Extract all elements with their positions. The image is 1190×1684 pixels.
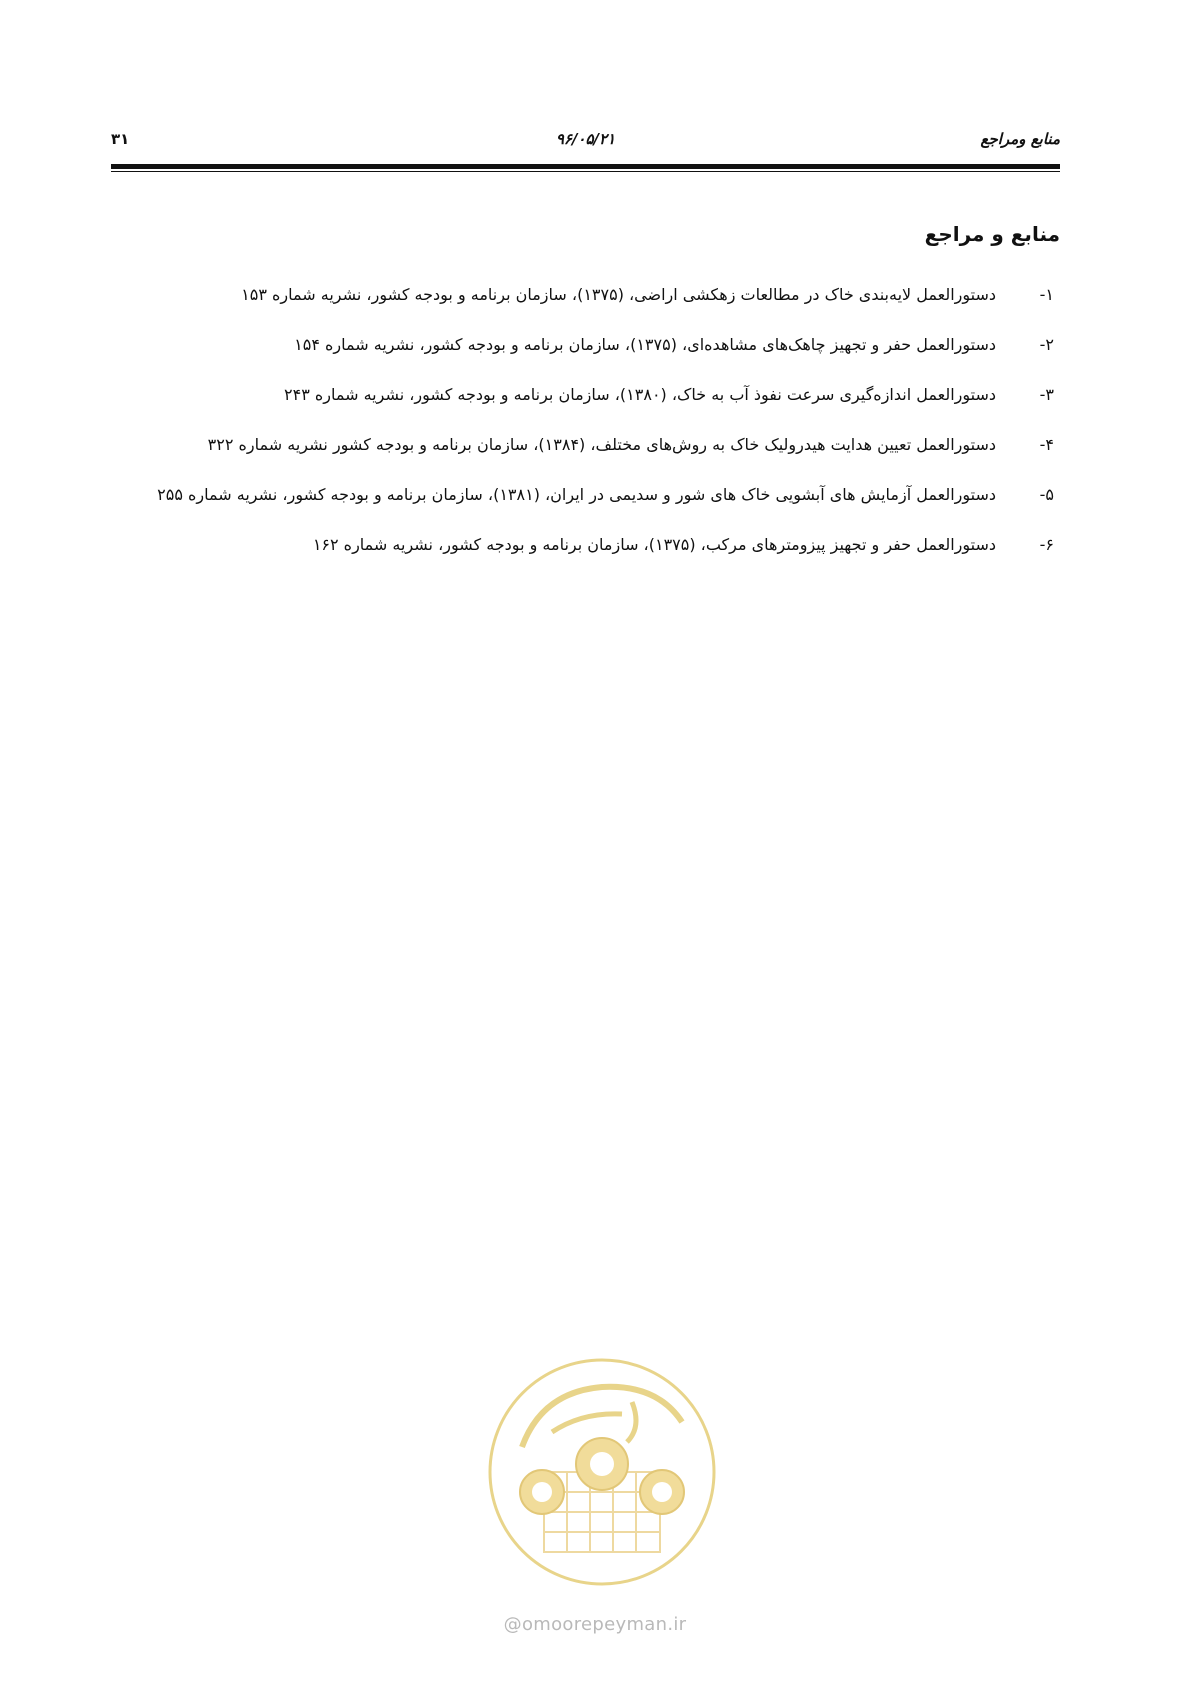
header-section-name: منابع ومراجع (980, 130, 1060, 148)
reference-list (111, 270, 1060, 570)
reference-text: دستورالعمل حفر و تجهیز پیزومترهای مرکب، (۱۳۷۵)، سازمان برنامه و بودجه کشور، نشریه شماره ۱۶۲ (312, 535, 996, 554)
reference-number: ۵- (1039, 485, 1054, 504)
reference-item (111, 520, 1060, 570)
stamp-script-stroke (627, 1402, 636, 1442)
reference-number: ۳- (1039, 385, 1054, 404)
reference-item (111, 370, 1060, 420)
reference-text: دستورالعمل اندازه‌گیری سرعت نفوذ آب به خاک، (۱۳۸۰)، سازمان برنامه و بودجه کشور، نشریه شماره ۲۴۳ (284, 385, 996, 404)
reference-text: دستورالعمل تعیین هدایت هیدرولیک خاک به روش‌های مختلف، (۱۳۸۴)، سازمان برنامه و بودجه کشور نشریه شماره ۳۲۲ (207, 435, 996, 454)
reference-number: ۲- (1039, 335, 1054, 354)
watermark-site: @omoorepeyman.ir (503, 1614, 687, 1635)
reference-number: ۱- (1039, 285, 1054, 304)
reference-item (111, 270, 1060, 320)
page-header (111, 128, 1060, 158)
reference-item (111, 470, 1060, 520)
reference-text: دستورالعمل لایه‌بندی خاک در مطالعات زهکشی اراضی، (۱۳۷۵)، سازمان برنامه و بودجه کشور، نشریه شماره ۱۵۳ (241, 285, 996, 304)
section-title: منابع و مراجع (924, 222, 1060, 246)
stamp-script-stroke (552, 1414, 622, 1432)
reference-item (111, 420, 1060, 470)
reference-number: ۴- (1039, 435, 1054, 454)
header-rule-thin (111, 171, 1060, 172)
reference-number: ۶- (1039, 535, 1054, 554)
header-date: ۹۶/۰۵/۲۱ (555, 130, 616, 148)
reference-text: دستورالعمل آزمایش های آبشویی خاک های شور و سدیمی در ایران، (۱۳۸۱)، سازمان برنامه و بودجه کشور، نشریه شماره ۲۵۵ (157, 485, 996, 504)
header-page-number: ۳۱ (111, 130, 130, 148)
header-rule-thick (111, 164, 1060, 169)
watermark-stamp-logo (482, 1352, 722, 1592)
reference-item (111, 320, 1060, 370)
reference-text: دستورالعمل حفر و تجهیز چاهک‌های مشاهده‌ای، (۱۳۷۵)، سازمان برنامه و بودجه کشور، نشریه شماره ۱۵۴ (294, 335, 996, 354)
